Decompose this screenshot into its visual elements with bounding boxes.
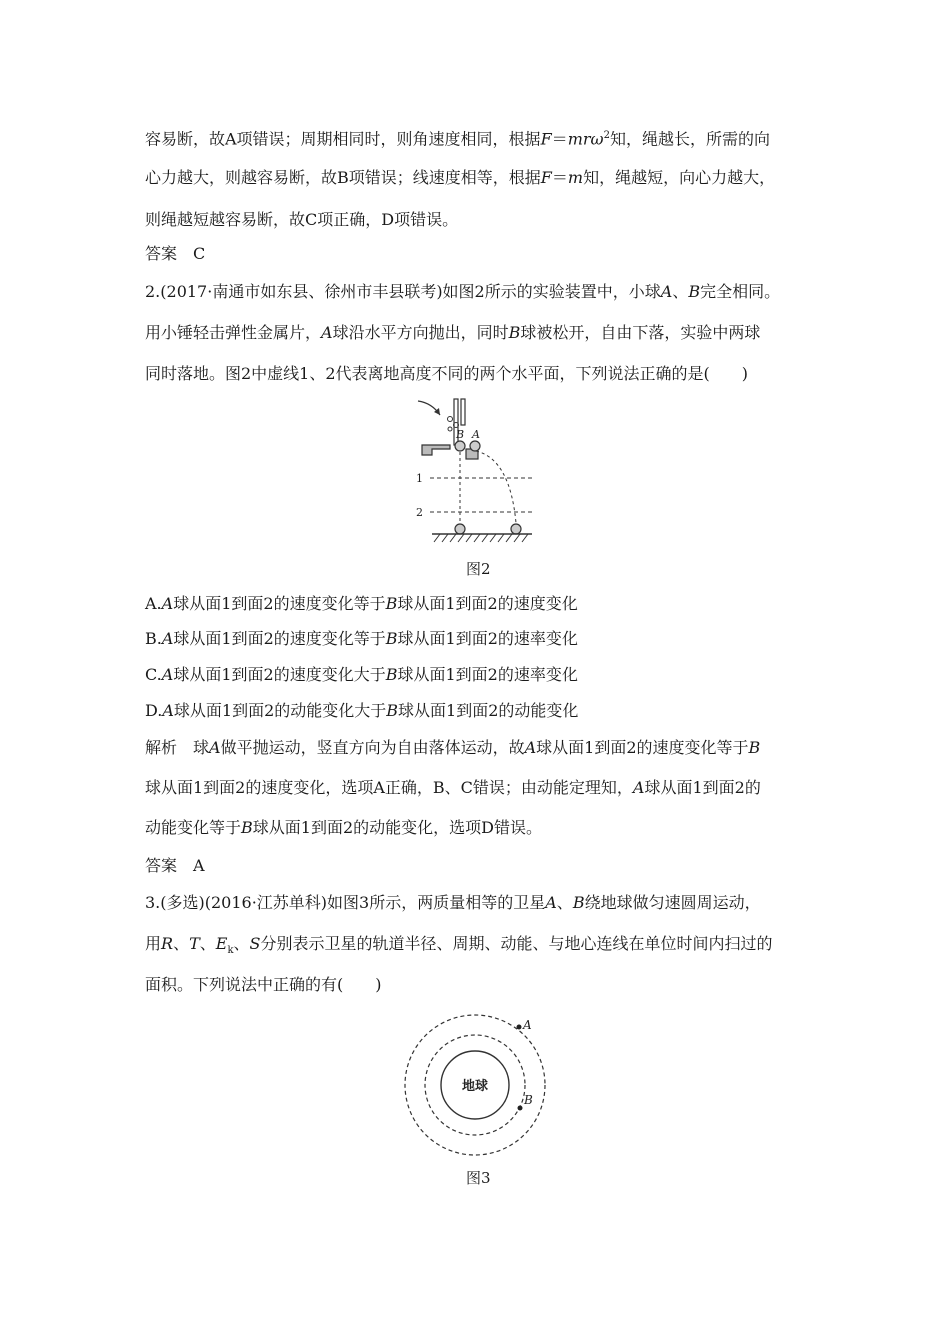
prev-line-3: 则绳越短越容易断，故C项正确，D项错误。 <box>145 210 459 229</box>
q3-line-2: 用R、T、$E_k$、S分别表示卫星的轨道半径、周期、动能、与地心连线在单位时间内扫过的 <box>145 934 773 957</box>
label-b: B <box>456 428 465 441</box>
option-a: A.A球从面1到面2的速度变化等于B球从面1到面2的速度变化 <box>145 594 578 613</box>
option-d: D.A球从面1到面2的动能变化大于B球从面1到面2的动能变化 <box>145 701 579 720</box>
analysis-line-3: 动能变化等于B球从面1到面2的动能变化，选项D错误。 <box>145 818 542 837</box>
prev-line-2: 心力越大，则越容易断，故B项错误；线速度相等，根据F＝m知，绳越短，向心力越大， <box>145 168 776 187</box>
option-c: C.A球从面1到面2的速度变化大于B球从面1到面2的速率变化 <box>145 665 578 684</box>
ball-b <box>455 441 465 451</box>
q2-line-3: 同时落地。图2中虚线1、2代表离地高度不同的两个水平面，下列说法正确的是( ) <box>145 364 749 383</box>
earth-label: 地球 <box>461 1079 489 1094</box>
analysis-line-2: 球从面1到面2的速度变化，选项A正确，B、C错误；由动能定理知，A球从面1到面2的 <box>145 778 761 797</box>
option-b: B.A球从面1到面2的速度变化等于B球从面1到面2的速率变化 <box>145 629 578 648</box>
figure-3-orbits <box>395 1005 555 1165</box>
plane-2-label: 2 <box>416 506 423 519</box>
prev-answer: 答案 C <box>145 244 206 263</box>
prev-line-1: 容易断，故A项错误；周期相同时，则角速度相同，根据F＝mrω$^2$知，绳越长，所需的向 <box>145 129 770 149</box>
plane-1-label: 1 <box>416 472 423 485</box>
label-a: A <box>472 428 480 441</box>
q3-line-3: 面积。下列说法中正确的有( ) <box>145 975 382 994</box>
figure-2-apparatus <box>410 393 545 543</box>
ball-a <box>470 441 480 451</box>
q2-line-1: 2.(2017·南通市如东县、徐州市丰县联考)如图2所示的实验装置中，小球A、B完全相同。 <box>145 282 781 301</box>
satellite-a <box>517 1025 522 1030</box>
analysis-line-1: 解析 球A做平抛运动，竖直方向为自由落体运动，故A球从面1到面2的速度变化等于B <box>145 738 761 757</box>
figure-3-caption: 图3 <box>466 1169 491 1187</box>
q2-answer: 答案 A <box>145 856 205 875</box>
q3-line-1: 3.(多选)(2016·江苏单科)如图3所示，两质量相等的卫星A、B绕地球做匀速圆周运动， <box>145 893 761 912</box>
satellite-b-label: B <box>524 1093 533 1107</box>
figure-2-caption: 图2 <box>466 560 491 578</box>
q2-line-2: 用小锤轻击弹性金属片，A球沿水平方向抛出，同时B球被松开，自由下落，实验中两球 <box>145 323 761 342</box>
satellite-b <box>518 1106 523 1111</box>
base-block <box>422 445 450 455</box>
satellite-a-label: A <box>523 1018 532 1032</box>
